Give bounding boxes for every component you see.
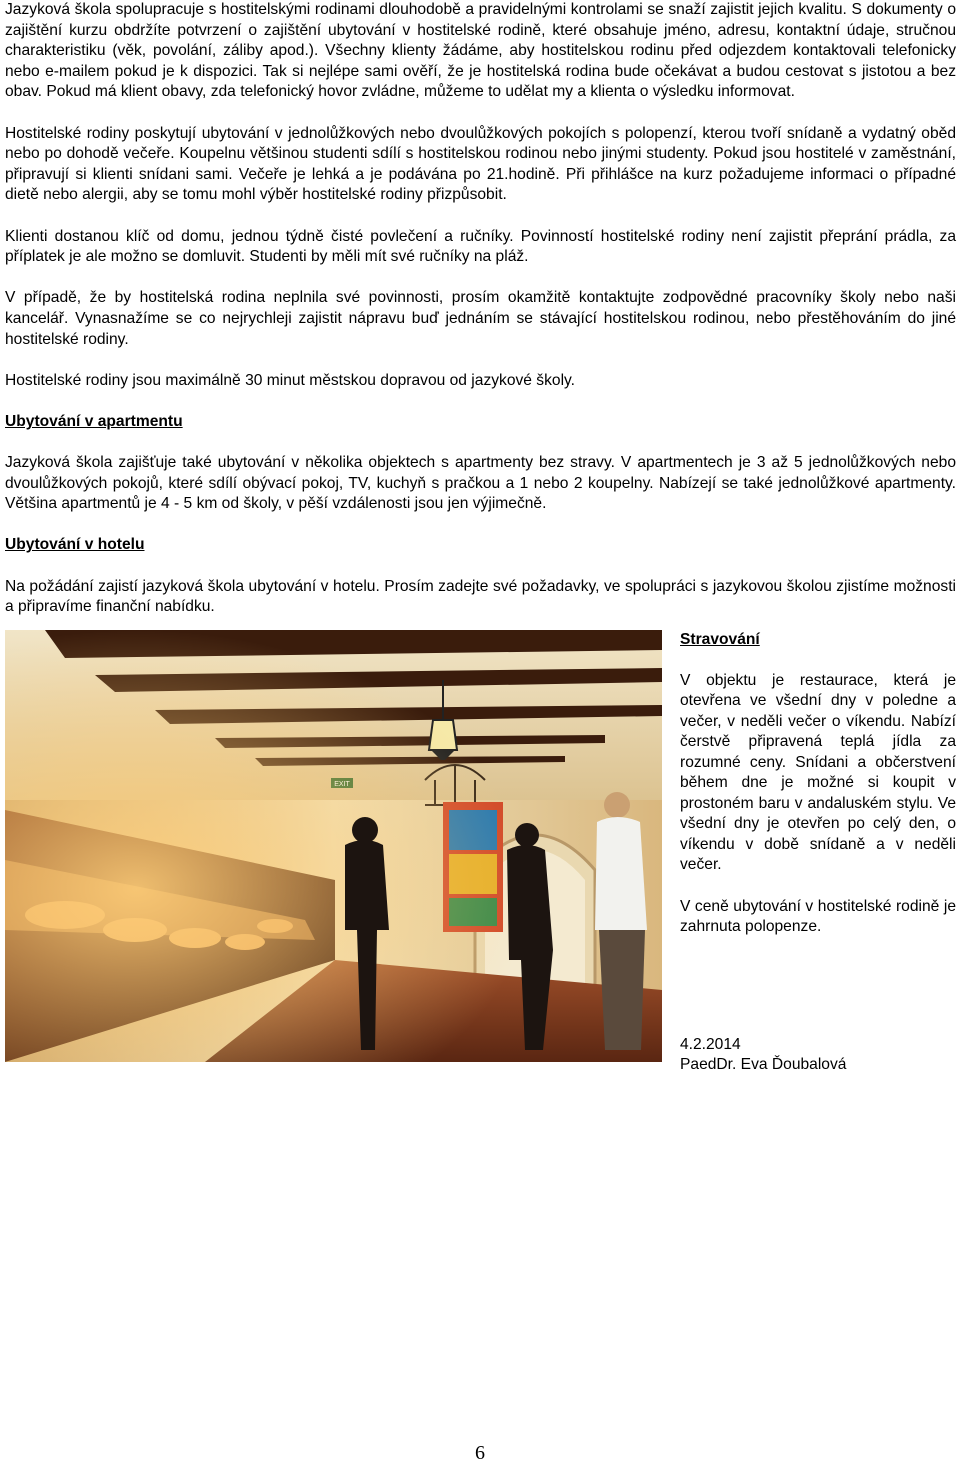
heading-hotel: Ubytování v hotelu: [5, 536, 145, 554]
paragraph-apartment: Jazyková škola zajišťuje také ubytování v několika objektech s apartmenty bez stravy. V apartmentech je 3 až 5 jednolůžkových nebo dvoulůžkových pokojů, které sdílí obývací pokoj, TV, kuchyň s pračkou a 1 nebo 2 koupelny. Nabízejí se také jednolůžkové apartmenty. Většina apartmentů je 4 - 5 km od školy, v pěší vzdálenosti jsou jen výjimečně.: [5, 454, 956, 513]
signature-name: PaedDr. Eva Ďoubalová: [680, 1056, 847, 1074]
paragraph-hotel: Na požádání zajistí jazyková škola ubytování v hotelu. Prosím zadejte své požadavky, ve spolupráci s jazykovou školou zjistíme možnosti a připravíme finanční nabídku.: [5, 577, 956, 616]
heading-meals: Stravování: [680, 630, 760, 648]
document-page: [5, 0, 956, 1074]
paragraph-host-families-distance: Hostitelské rodiny jsou maximálně 30 minut městskou dopravou od jazykové školy.: [5, 371, 576, 389]
paragraph-meals: V objektu je restaurace, která je otevřena ve všední dny v poledne a večer, v neděli večer o víkendu. Nabízí čerstvě připravená teplá jídla za rozumné ceny. Snídani a občerstvení během dne je možné si koupit v prostoném baru v andaluském stylu. Ve všední dny je otevřen po celý den, o víkendu v době snídaně a v neděli večer.: [680, 671, 956, 874]
paragraph-host-families-rooms: Hostitelské rodiny poskytují ubytování v jednolůžkových nebo dvoulůžkových pokojích s polopenzí, kterou tvoří snídaně a vydatný oběd nebo po dohodě večeře. Koupelnu většinou studenti sdílí s hostitelskou rodinou nebo jinými studenty. Pokud jsou hostitelé v zaměstnání, připravují si klienti snídani sami. Večeře je lehká a je podávána po 21.hodině. Při přihlášce na kurz požadujeme informaci o případné dietě nebo alergii, aby se tomu mohl výběr hostitelské rodiny přizpůsobit.: [5, 124, 956, 204]
heading-apartment: Ubytování v apartmentu: [5, 412, 183, 430]
paragraph-meals-price: V ceně ubytování v hostitelské rodině je zahrnuta polopenze.: [680, 897, 956, 935]
paragraph-host-families-complaints: V případě, že by hostitelská rodina neplnila své povinnosti, prosím okamžitě kontaktujte zodpovědné pracovníky školy nebo naši kancelář. Vynasnažíme se co nejrychleji zajistit nápravu buď jednáním se stávající hostitelskou rodinou, nebo přestěhováním do jiné hostitelské rodiny.: [5, 289, 956, 348]
cafe-bar-photo: [5, 630, 662, 1062]
paragraph-host-families-quality: Jazyková škola spolupracuje s hostitelskými rodinami dlouhodobě a pravidelnými kontrolami se snaží zajistit jejich kvalitu. S dokumenty o zajištění kurzu obdržíte potvrzení o zajištění ubytování v hostitelské rodině, které obsahuje jméno, adresu, kontaktní údaje, stručnou charakteristiku (věk, povolání, záliby apod.). Všechny klienty žádáme, aby hostitelskou rodinu před odjezdem kontaktovali telefonicky nebo e-mailem pokud je k dispozici. Tak si nejlépe sami ověří, že je hostitelská rodina bude očekávat a budou cestovat s jistotou a bez obav. Pokud má klient obavy, zda telefonický hovor zvládne, můžeme to udělat my a klienta o výsledku informovat.: [5, 1, 956, 101]
signature-date: 4.2.2014: [680, 1035, 741, 1053]
media-row: [5, 630, 956, 1074]
page-number: 6: [475, 1442, 485, 1464]
paragraph-host-families-keys: Klienti dostanou klíč od domu, jednou týdně čisté povlečení a ručníky. Povinností hostitelské rodiny není zajistit přeprání prádla, za příplatek je ale možno se domluvit. Studenti by měli mít své ručníky na pláž.: [5, 227, 956, 266]
meals-column: [680, 630, 956, 938]
signature-block: [680, 1035, 846, 1076]
